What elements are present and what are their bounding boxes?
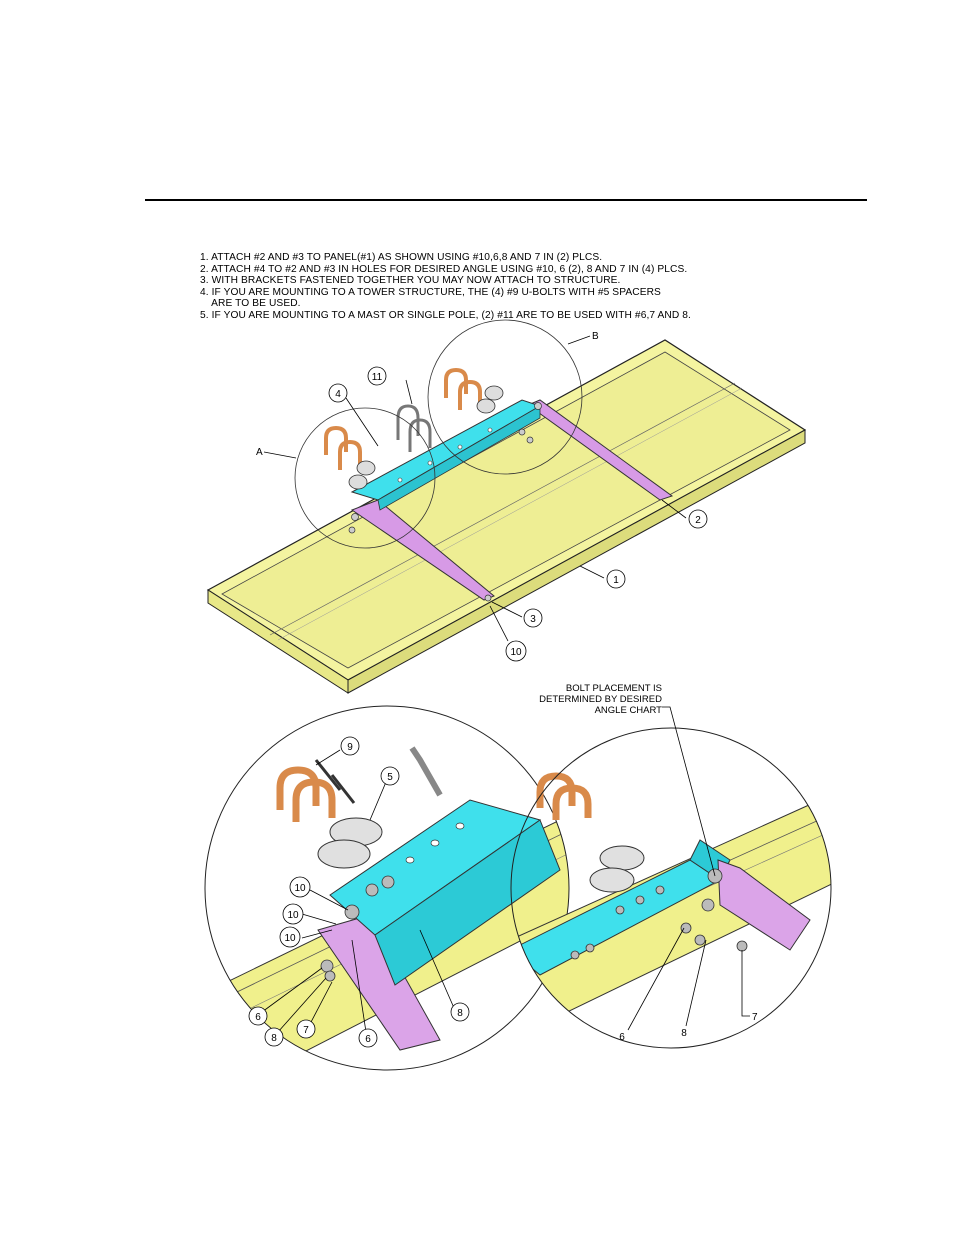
instruction-line: 4. IF YOU ARE MOUNTING TO A TOWER STRUCTURE, THE (4) #9 U-BOLTS WITH #5 SPACERS bbox=[200, 286, 661, 298]
instruction-line: 3. WITH BRACKETS FASTENED TOGETHER YOU MAY NOW ATTACH TO STRUCTURE. bbox=[200, 275, 621, 287]
main-view bbox=[208, 320, 805, 693]
callout-7: 7 bbox=[303, 1025, 309, 1036]
instruction-line: ARE TO BE USED. bbox=[200, 298, 301, 310]
detail-label-a: A bbox=[256, 447, 263, 458]
instruction-line: 5. IF YOU ARE MOUNTING TO A MAST OR SINGLE POLE, (2) #11 ARE TO BE USED WITH #6,7 AND 8. bbox=[200, 309, 691, 321]
callout-7: 7 bbox=[752, 1012, 758, 1023]
instruction-line: 1. ATTACH #2 AND #3 TO PANEL(#1) AS SHOWN USING #10,6,8 AND 7 IN (2) PLCS. bbox=[200, 252, 603, 263]
instruction-line: 2. ATTACH #4 TO #2 AND #3 IN HOLES FOR DESIRED ANGLE USING #10, 6 (2), 8 AND 7 IN (4) PLCS. bbox=[200, 263, 688, 275]
detail-left-view bbox=[190, 706, 600, 1090]
callout-4: 4 bbox=[335, 389, 341, 400]
callout-5: 5 bbox=[387, 772, 393, 783]
callout-10: 10 bbox=[510, 647, 522, 658]
callout-10-a: 10 bbox=[294, 883, 306, 894]
callout-10-c: 10 bbox=[284, 933, 296, 944]
callout-8: 8 bbox=[681, 1028, 687, 1039]
callout-6-b: 6 bbox=[365, 1034, 371, 1045]
callout-6-a: 6 bbox=[255, 1012, 261, 1023]
callout-10-b: 10 bbox=[287, 910, 299, 921]
callout-6: 6 bbox=[619, 1032, 625, 1043]
callout-3: 3 bbox=[530, 614, 536, 625]
detail-label-b: B bbox=[592, 331, 599, 342]
callout-2: 2 bbox=[695, 515, 701, 526]
callout-8-b: 8 bbox=[457, 1008, 463, 1019]
callout-11: 11 bbox=[371, 372, 383, 383]
callout-8-a: 8 bbox=[271, 1033, 277, 1044]
callout-1: 1 bbox=[613, 575, 619, 586]
callout-9: 9 bbox=[347, 742, 353, 753]
bolt-placement-note: BOLT PLACEMENT IS DETERMINED BY DESIRED ANGLE CHART bbox=[539, 683, 662, 716]
